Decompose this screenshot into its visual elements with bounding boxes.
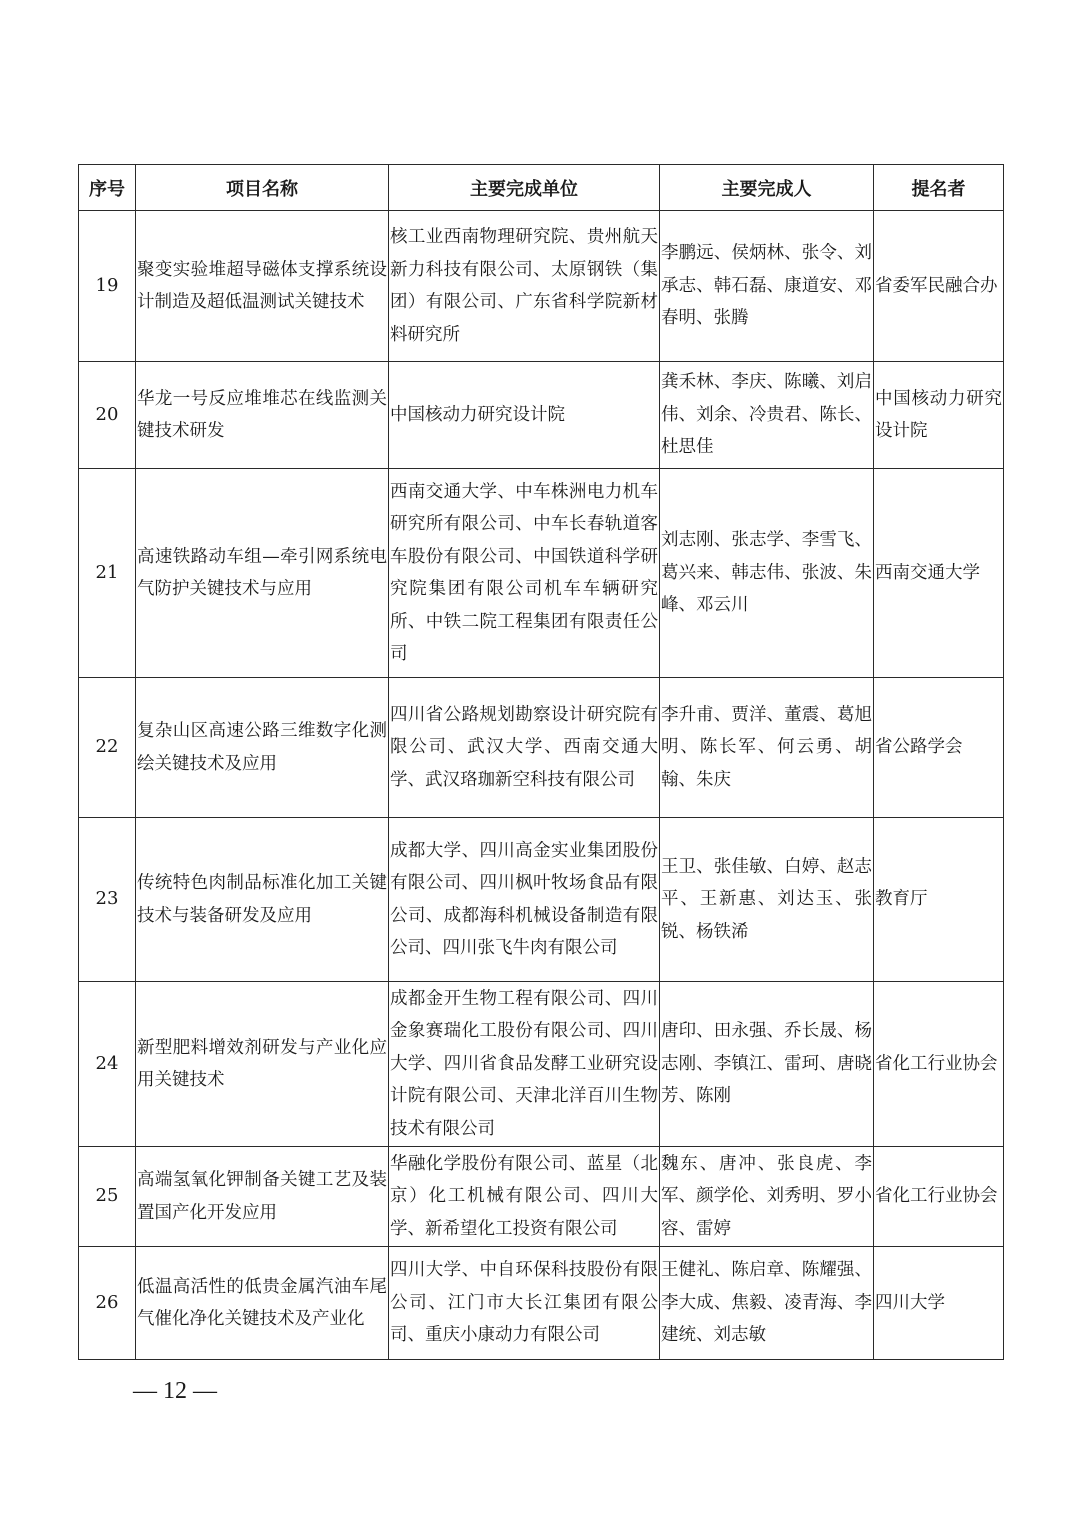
row-main-units: 成都大学、四川高金实业集团股份有限公司、四川枫叶牧场食品有限公司、成都海科机械设备制造有限公司、四川张飞牛肉有限公司 [389,818,660,982]
row-project-name: 华龙一号反应堆堆芯在线监测关键技术研发 [136,362,389,469]
row-serial: 25 [79,1147,136,1247]
row-main-people: 王健礼、陈启章、陈耀强、李大成、焦毅、凌青海、李建统、刘志敏 [660,1247,874,1360]
row-project-name: 新型肥料增效剂研发与产业化应用关键技术 [136,982,389,1147]
table-row [79,678,1004,818]
row-project-name: 高速铁路动车组—牵引网系统电气防护关键技术与应用 [136,469,389,678]
page-number: — 12 — [133,1378,217,1404]
table-row [79,1247,1004,1360]
row-nominator: 中国核动力研究设计院 [874,362,1004,469]
row-serial: 21 [79,469,136,678]
row-main-units: 华融化学股份有限公司、蓝星（北京）化工机械有限公司、四川大学、新希望化工投资有限公司 [389,1147,660,1247]
header-main-people: 主要完成人 [660,165,874,211]
table-row [79,982,1004,1147]
row-serial: 23 [79,818,136,982]
row-serial: 26 [79,1247,136,1360]
row-project-name: 聚变实验堆超导磁体支撑系统设计制造及超低温测试关键技术 [136,211,389,362]
table-header-row [79,165,1004,211]
row-serial: 19 [79,211,136,362]
table-row [79,1147,1004,1247]
row-main-units: 四川大学、中自环保科技股份有限公司、江门市大长江集团有限公司、重庆小康动力有限公司 [389,1247,660,1360]
row-main-units: 西南交通大学、中车株洲电力机车研究所有限公司、中车长春轨道客车股份有限公司、中国铁道科学研究院集团有限公司机车车辆研究所、中铁二院工程集团有限责任公司 [389,469,660,678]
header-serial: 序号 [79,165,136,211]
row-project-name: 高端氢氧化钾制备关键工艺及装置国产化开发应用 [136,1147,389,1247]
table-row [79,818,1004,982]
row-nominator: 西南交通大学 [874,469,1004,678]
row-project-name: 复杂山区高速公路三维数字化测绘关键技术及应用 [136,678,389,818]
row-nominator: 省公路学会 [874,678,1004,818]
header-project-name: 项目名称 [136,165,389,211]
row-main-people: 王卫、张佳敏、白婷、赵志平、王新惠、刘达玉、张锐、杨铁浠 [660,818,874,982]
table-row [79,211,1004,362]
row-serial: 24 [79,982,136,1147]
row-project-name: 传统特色肉制品标准化加工关键技术与装备研发及应用 [136,818,389,982]
row-serial: 22 [79,678,136,818]
table-row [79,362,1004,469]
table-row [79,469,1004,678]
row-main-units: 中国核动力研究设计院 [389,362,660,469]
row-nominator: 四川大学 [874,1247,1004,1360]
row-project-name: 低温高活性的低贵金属汽油车尾气催化净化关键技术及产业化 [136,1247,389,1360]
row-main-units: 成都金开生物工程有限公司、四川金象赛瑞化工股份有限公司、四川大学、四川省食品发酵工业研究设计院有限公司、天津北洋百川生物技术有限公司 [389,982,660,1147]
row-nominator: 省化工行业协会 [874,982,1004,1147]
row-main-people: 龚禾林、李庆、陈曦、刘启伟、刘余、冷贵君、陈长、杜思佳 [660,362,874,469]
row-main-people: 唐印、田永强、乔长晟、杨志刚、李镇江、雷珂、唐晓芳、陈刚 [660,982,874,1147]
row-main-units: 核工业西南物理研究院、贵州航天新力科技有限公司、太原钢铁（集团）有限公司、广东省科学院新材料研究所 [389,211,660,362]
row-main-people: 刘志刚、张志学、李雪飞、葛兴来、韩志伟、张波、朱峰、邓云川 [660,469,874,678]
projects-table [78,164,1004,1360]
row-nominator: 省委军民融合办 [874,211,1004,362]
row-nominator: 教育厅 [874,818,1004,982]
header-main-units: 主要完成单位 [389,165,660,211]
row-main-people: 李鹏远、侯炳林、张令、刘承志、韩石磊、康道安、邓春明、张腾 [660,211,874,362]
row-main-units: 四川省公路规划勘察设计研究院有限公司、武汉大学、西南交通大学、武汉珞珈新空科技有限公司 [389,678,660,818]
row-main-people: 李升甫、贾洋、董震、葛旭明、陈长军、何云勇、胡翰、朱庆 [660,678,874,818]
row-nominator: 省化工行业协会 [874,1147,1004,1247]
header-nominator: 提名者 [874,165,1004,211]
row-serial: 20 [79,362,136,469]
row-main-people: 魏东、唐冲、张良虎、李军、颜学伦、刘秀明、罗小容、雷婷 [660,1147,874,1247]
